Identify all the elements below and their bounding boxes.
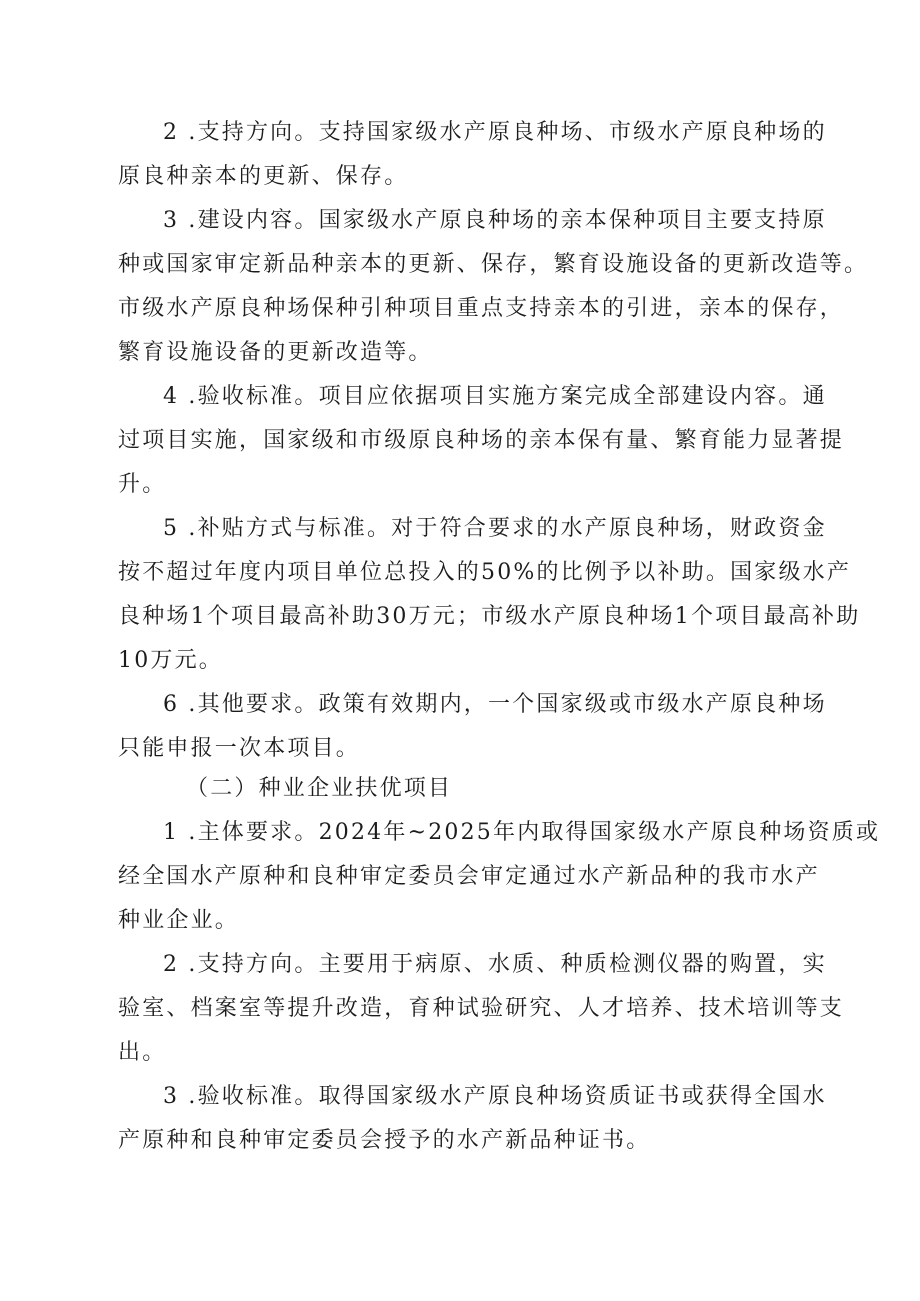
subitem-2-support-line-1: 2 .支持方向。主要用于病原、水质、种质检测仪器的购置，实 — [163, 952, 827, 977]
item-4-acceptance-line-3: 升。 — [118, 472, 167, 497]
item-4-acceptance-line-1: 4 .验收标准。项目应依据项目实施方案完成全部建设内容。通 — [163, 384, 827, 409]
item-3-construction-line-2: 种或国家审定新品种亲本的更新、保存，繁育设施设备的更新改造等。 — [118, 252, 869, 277]
subitem-1-subject-line-2: 经全国水产原种和良种审定委员会审定通过水产新品种的我市水产 — [118, 864, 820, 889]
item-3-construction-line-3: 市级水产原良种场保种引种项目重点支持亲本的引进，亲本的保存， — [118, 296, 845, 321]
item-3-construction-line-4: 繁育设施设备的更新改造等。 — [118, 340, 433, 365]
item-6-other-line-1: 6 .其他要求。政策有效期内，一个国家级或市级水产原良种场 — [163, 692, 827, 717]
item-4-acceptance-line-2: 过项目实施，国家级和市级原良种场的亲本保有量、繁育能力显著提 — [118, 428, 845, 453]
item-2-support-direction-line-2: 原良种亲本的更新、保存。 — [118, 164, 409, 189]
section-heading-seed-enterprise: （二）种业企业扶优项目 — [186, 776, 453, 801]
subitem-1-subject-line-1: 1 .主体要求。2024年~2025年内取得国家级水产原良种场资质或 — [163, 820, 881, 845]
item-3-construction-line-1: 3 .建设内容。国家级水产原良种场的亲本保种项目主要支持原 — [163, 208, 827, 233]
subitem-2-support-line-2: 验室、档案室等提升改造，育种试验研究、人才培养、技术培训等支 — [118, 996, 845, 1021]
item-5-subsidy-line-2: 按不超过年度内项目单位总投入的50%的比例予以补助。国家级水产 — [118, 560, 852, 585]
item-2-support-direction-line-1: 2 .支持方向。支持国家级水产原良种场、市级水产原良种场的 — [163, 120, 827, 145]
subitem-3-acceptance-line-1: 3 .验收标准。取得国家级水产原良种场资质证书或获得全国水 — [163, 1084, 827, 1109]
item-5-subsidy-line-1: 5 .补贴方式与标准。对于符合要求的水产原良种场，财政资金 — [163, 516, 827, 541]
item-5-subsidy-line-4: 10万元。 — [118, 648, 223, 673]
subitem-2-support-line-3: 出。 — [118, 1040, 167, 1065]
item-6-other-line-2: 只能申报一次本项目。 — [118, 736, 361, 761]
subitem-1-subject-line-3: 种业企业。 — [118, 908, 240, 933]
item-5-subsidy-line-3: 良种场1个项目最高补助30万元；市级水产原良种场1个项目最高补助 — [118, 604, 861, 629]
subitem-3-acceptance-line-2: 产原种和良种审定委员会授予的水产新品种证书。 — [118, 1128, 651, 1153]
